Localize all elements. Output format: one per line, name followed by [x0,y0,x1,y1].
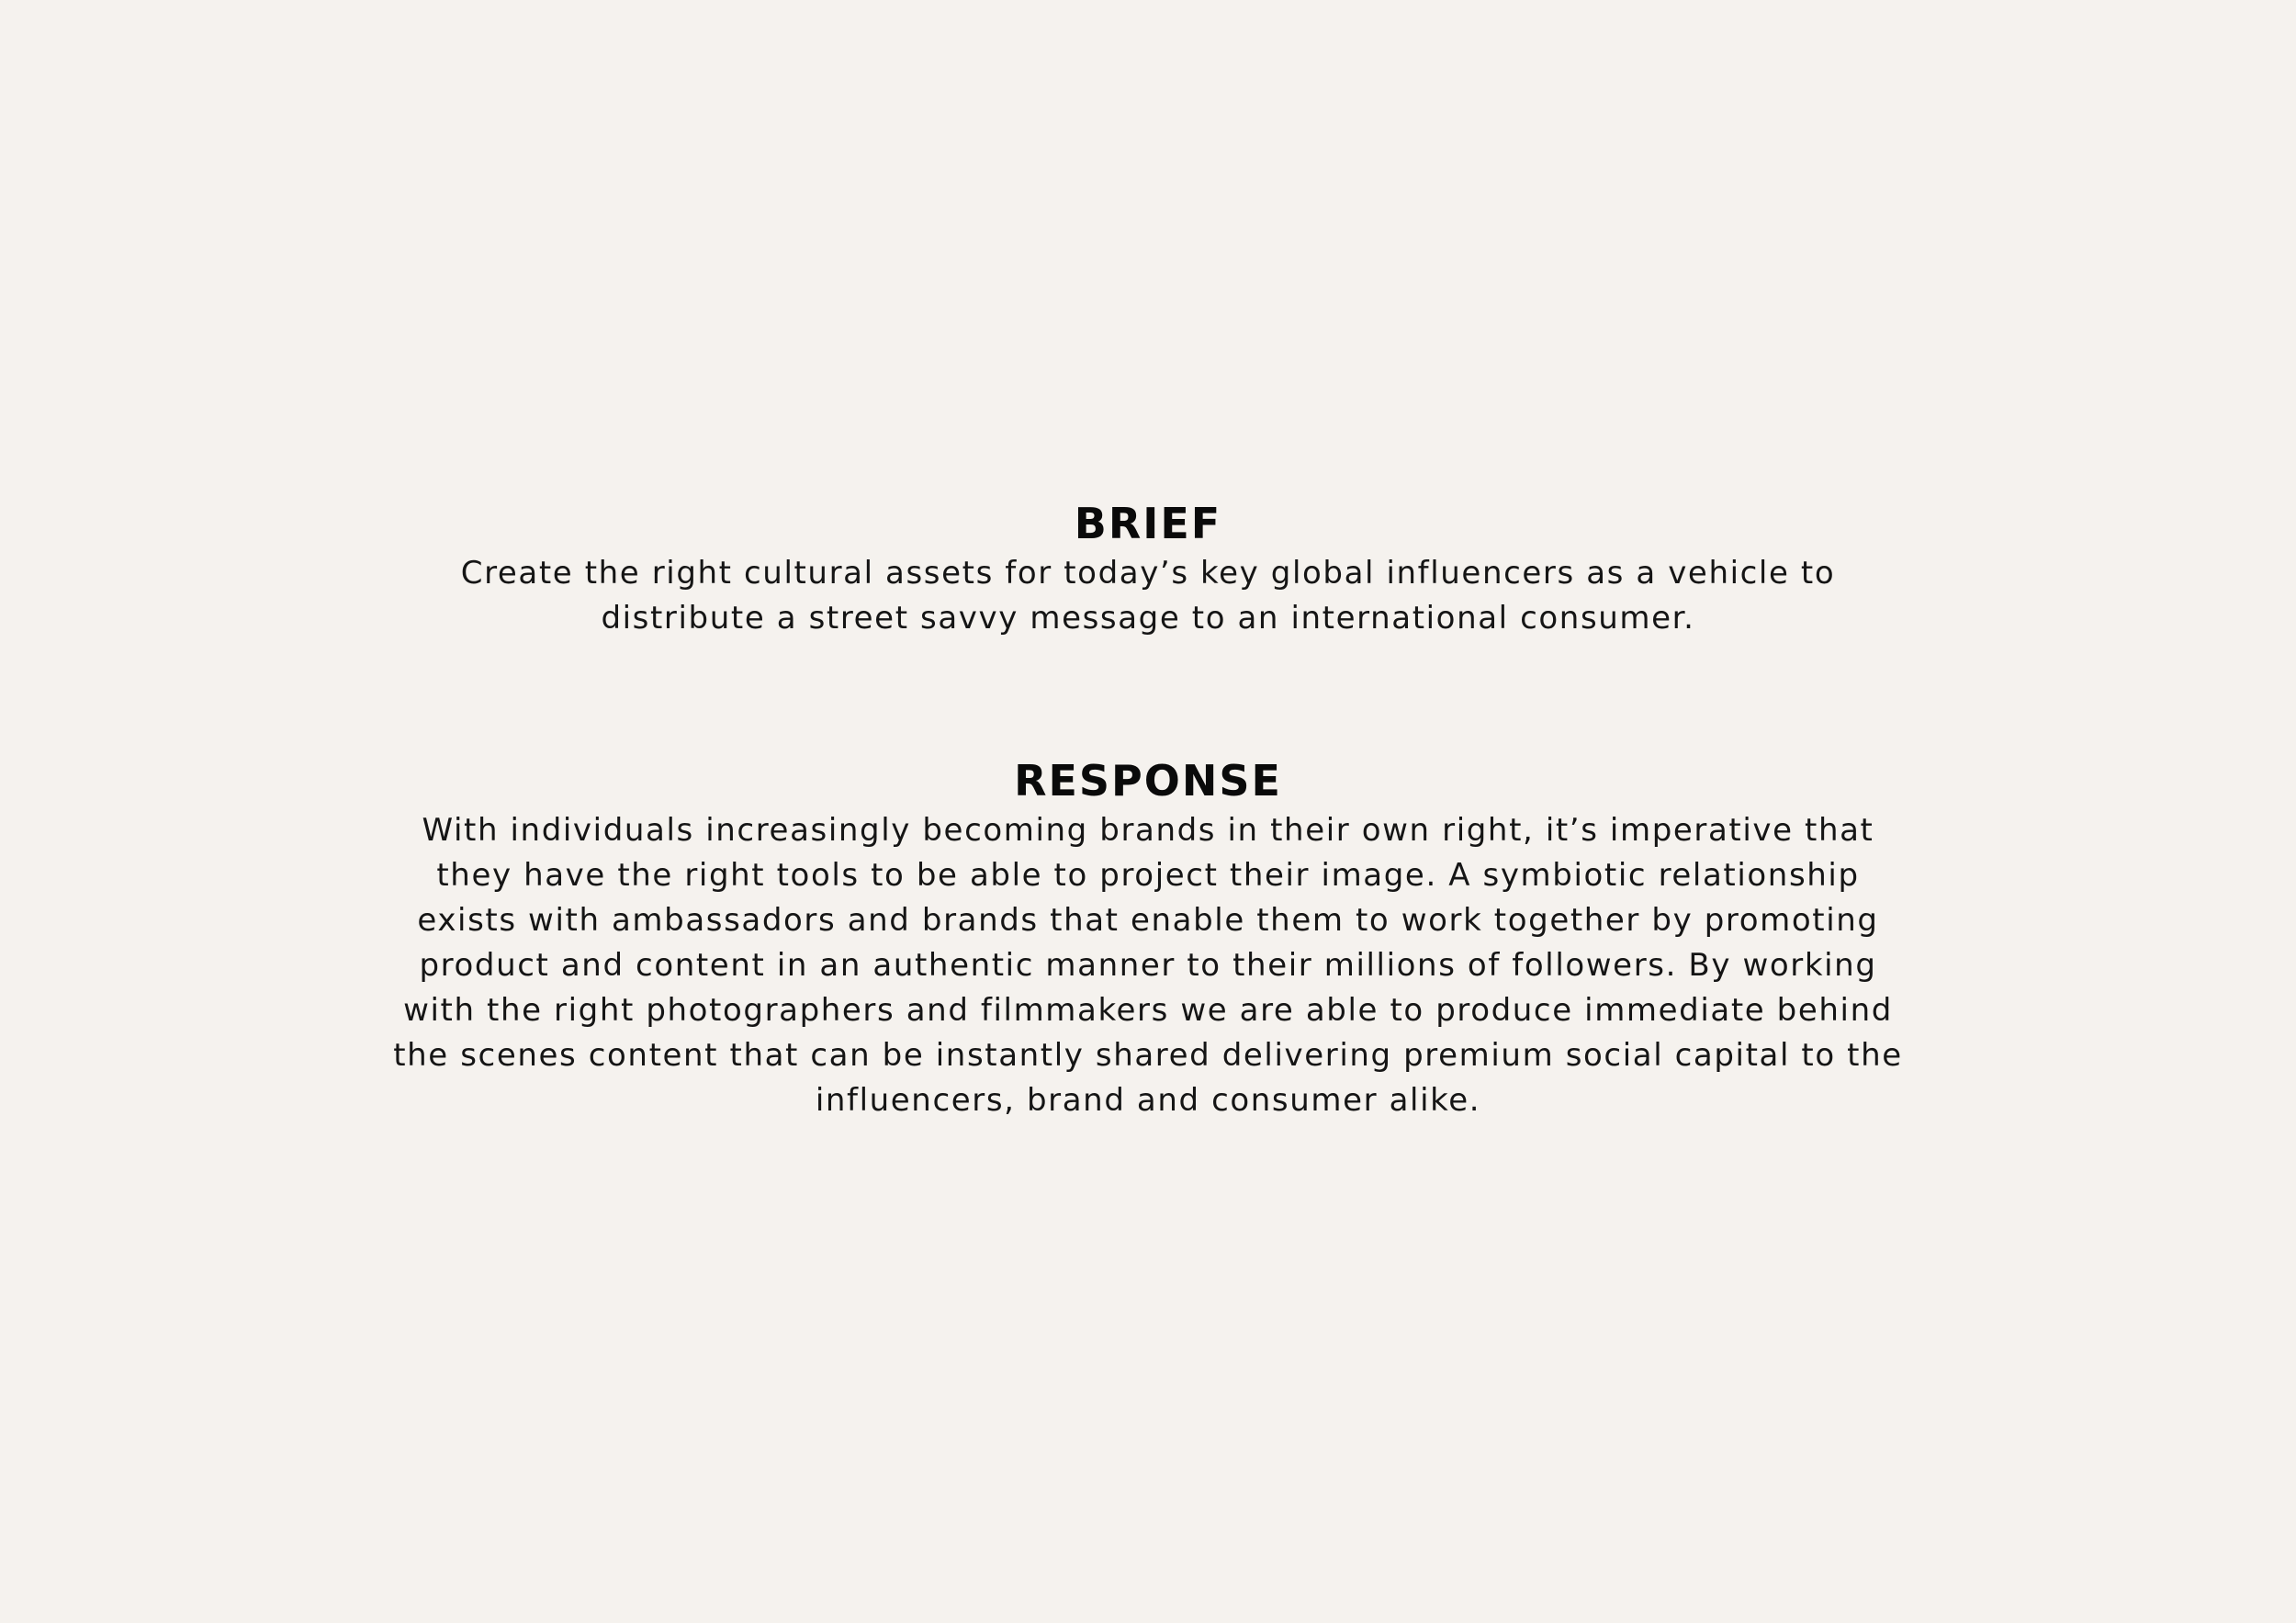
response-text [0,808,2296,1123]
brief-text [0,551,2296,641]
brief-line: Create the right cultural assets for today’s key global influencers as a vehicle to [460,555,1836,592]
response-heading: RESPONSE [1014,756,1282,806]
response-line: exists with ambassadors and brands that enable them to work together by promoting [417,902,1879,939]
response-line: the scenes content that can be instantly shared delivering premium social capital to the [393,1037,1903,1074]
response-line: product and content in an authentic manner to their millions of followers. By working [419,947,1877,984]
response-line: they have the right tools to be able to project their image. A symbiotic relationship [436,857,1860,894]
response-line: influencers, brand and consumer alike. [815,1082,1481,1119]
response-line: with the right photographers and filmmakers we are able to produce immediate behind [403,992,1893,1029]
response-line: With individuals increasingly becoming brands in their own right, it’s imperative that [422,812,1874,849]
response-section [0,753,2296,1123]
brief-heading: BRIEF [1074,499,1222,548]
brief-line: distribute a street savvy message to an international consumer. [601,600,1695,637]
brief-section [0,496,2296,641]
